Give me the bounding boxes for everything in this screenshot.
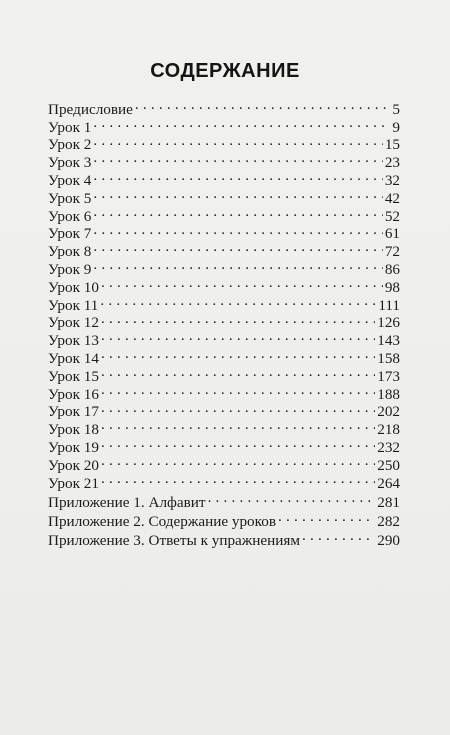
toc-entry-page-number: 111 bbox=[378, 296, 400, 314]
toc-entry-page-number: 232 bbox=[377, 438, 400, 456]
toc-entry bbox=[48, 238, 400, 261]
toc-entry-title: Урок 2 bbox=[48, 136, 92, 154]
toc-entry-title: Урок 20 bbox=[48, 456, 99, 474]
toc-entry-title: Урок 17 bbox=[48, 403, 99, 421]
toc-entry-page-number: 42 bbox=[384, 189, 400, 207]
toc-entry bbox=[48, 292, 400, 314]
toc-entry bbox=[48, 203, 400, 225]
toc-entry bbox=[48, 149, 400, 172]
toc-entry-page-number: 250 bbox=[377, 456, 400, 474]
toc-entry bbox=[48, 310, 400, 332]
toc-entry bbox=[48, 363, 400, 385]
toc-entry-title: Урок 5 bbox=[48, 189, 92, 207]
toc-entry-title: Урок 10 bbox=[48, 278, 99, 296]
toc-entry-title: Урок 21 bbox=[48, 474, 99, 492]
table-of-contents bbox=[48, 96, 400, 492]
toc-entry-page-number: 52 bbox=[384, 207, 400, 225]
dot-leader bbox=[101, 416, 375, 434]
dot-leader bbox=[93, 149, 382, 167]
page-title: СОДЕРЖАНИЕ bbox=[150, 60, 300, 82]
dot-leader bbox=[101, 274, 383, 292]
toc-entry-page-number: 15 bbox=[384, 136, 400, 154]
toc-entry bbox=[48, 274, 400, 296]
toc-entry bbox=[48, 416, 400, 439]
toc-entry-page-number: 61 bbox=[384, 225, 400, 243]
toc-entry bbox=[48, 114, 400, 136]
dot-leader bbox=[101, 452, 375, 470]
dot-leader bbox=[278, 507, 375, 526]
toc-entry bbox=[48, 96, 400, 118]
dot-leader bbox=[208, 488, 376, 507]
toc-entry bbox=[48, 185, 400, 207]
toc-entry-title: Приложение 1. Алфавит bbox=[48, 494, 206, 511]
dot-leader bbox=[100, 292, 376, 310]
toc-entry-title: Урок 15 bbox=[48, 367, 99, 385]
dot-leader bbox=[93, 114, 390, 132]
toc-entry-page-number: 143 bbox=[377, 332, 400, 350]
toc-entry-page-number: 282 bbox=[377, 513, 400, 530]
dot-leader bbox=[101, 327, 375, 345]
dot-leader bbox=[101, 381, 375, 399]
dot-leader bbox=[93, 185, 382, 203]
dot-leader bbox=[101, 470, 375, 488]
toc-entry-page-number: 218 bbox=[377, 421, 400, 439]
dot-leader bbox=[93, 167, 382, 185]
toc-entry bbox=[48, 399, 400, 421]
toc-entry-page-number: 281 bbox=[377, 494, 400, 511]
toc-entry bbox=[48, 167, 400, 189]
toc-entry bbox=[48, 132, 400, 154]
toc-entry-page-number: 32 bbox=[384, 171, 400, 189]
dot-leader bbox=[101, 310, 375, 328]
toc-entry-title: Урок 1 bbox=[48, 118, 92, 136]
dot-leader bbox=[101, 399, 375, 417]
toc-entry-page-number: 173 bbox=[377, 367, 400, 385]
dot-leader bbox=[93, 256, 382, 274]
toc-entry-title: Урок 11 bbox=[48, 296, 99, 314]
toc-entry-title: Урок 8 bbox=[48, 243, 92, 261]
toc-entry bbox=[48, 221, 400, 243]
toc-entry bbox=[48, 256, 400, 278]
toc-entry bbox=[48, 488, 400, 511]
toc-entry-page-number: 98 bbox=[384, 278, 400, 296]
toc-entry-page-number: 264 bbox=[377, 474, 400, 492]
toc-entry-page-number: 158 bbox=[377, 349, 400, 367]
toc-entry-title: Приложение 3. Ответы к упражнениям bbox=[48, 532, 301, 549]
dot-leader bbox=[101, 434, 375, 452]
toc-entry-page-number: 290 bbox=[377, 532, 400, 549]
toc-entry-title: Урок 13 bbox=[48, 332, 99, 350]
dot-leader bbox=[135, 96, 390, 114]
toc-entry-page-number: 23 bbox=[384, 154, 400, 172]
toc-entry bbox=[48, 470, 400, 492]
toc-entry-title: Урок 18 bbox=[48, 421, 99, 439]
toc-entry-title: Предисловие bbox=[48, 100, 133, 118]
toc-entry bbox=[48, 452, 400, 474]
toc-entry-page-number: 188 bbox=[377, 385, 400, 403]
toc-entry-page-number: 202 bbox=[377, 403, 400, 421]
toc-entry-title: Урок 3 bbox=[48, 154, 92, 172]
dot-leader bbox=[93, 203, 382, 221]
toc-entry-title: Урок 7 bbox=[48, 225, 92, 243]
toc-entry-page-number: 72 bbox=[384, 243, 400, 261]
toc-entry-title: Урок 16 bbox=[48, 385, 99, 403]
toc-entry-title: Урок 19 bbox=[48, 438, 99, 456]
toc-entry bbox=[48, 345, 400, 367]
toc-entry-title: Урок 6 bbox=[48, 207, 92, 225]
dot-leader bbox=[93, 132, 382, 150]
toc-entry-page-number: 86 bbox=[384, 260, 400, 278]
toc-entry bbox=[48, 381, 400, 403]
dot-leader bbox=[93, 238, 382, 256]
dot-leader bbox=[93, 221, 382, 239]
toc-entry-page-number: 9 bbox=[392, 118, 400, 136]
dot-leader bbox=[101, 345, 375, 363]
toc-entry-page-number: 5 bbox=[392, 100, 400, 118]
appendix-list bbox=[48, 488, 400, 549]
toc-entry-page-number: 126 bbox=[377, 314, 400, 332]
toc-entry-title: Урок 4 bbox=[48, 171, 92, 189]
toc-entry bbox=[48, 434, 400, 456]
toc-entry-title: Урок 12 bbox=[48, 314, 99, 332]
toc-entry bbox=[48, 327, 400, 350]
toc-entry-title: Урок 9 bbox=[48, 260, 92, 278]
toc-entry-title: Приложение 2. Содержание уроков bbox=[48, 513, 277, 530]
dot-leader bbox=[302, 526, 375, 545]
toc-entry-title: Урок 14 bbox=[48, 349, 99, 367]
dot-leader bbox=[101, 363, 375, 381]
